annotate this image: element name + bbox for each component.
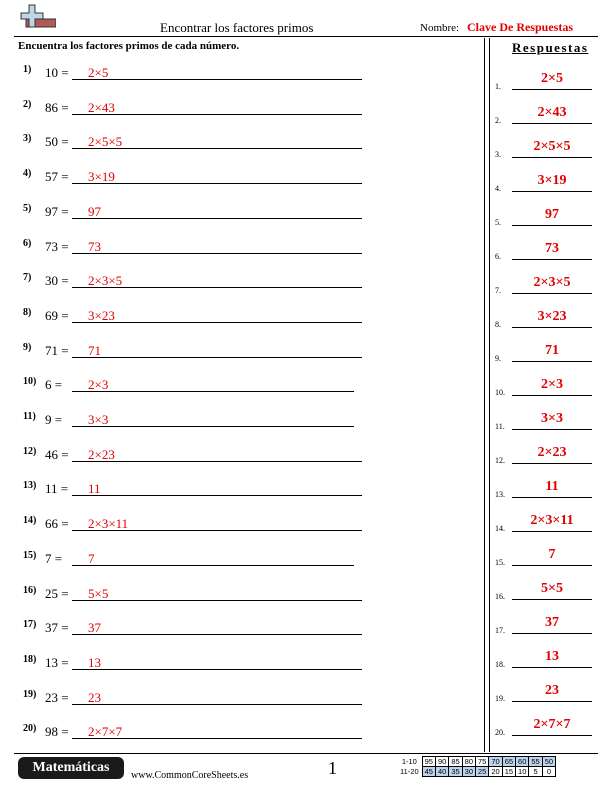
problem-row (0, 619, 480, 649)
key-line (512, 361, 592, 362)
answer-key-row (490, 377, 600, 410)
answer-key-row (490, 615, 600, 648)
problem-expression: 7 = (45, 550, 63, 566)
problem-row (0, 515, 480, 545)
problem-expression: 10 = (45, 65, 69, 80)
key-number: 2. (495, 116, 501, 125)
answer-line (72, 600, 362, 601)
plus-minus-logo-icon (18, 4, 56, 38)
score-cell: 75 (476, 757, 489, 767)
answer-line (72, 183, 362, 184)
problem-answer: 3×19 (88, 169, 115, 185)
score-cell: 20 (489, 767, 502, 777)
problem-expression: 71 = (45, 342, 69, 358)
worksheet-title: Encontrar los factores primos (160, 20, 314, 35)
problem-number: 4) (23, 168, 32, 180)
problem-number: 13) (23, 480, 37, 492)
key-number: 14. (495, 524, 505, 533)
score-cell: 5 (529, 767, 542, 777)
answer-key-row (490, 479, 600, 512)
score-cell: 85 (449, 757, 462, 767)
problem-row (0, 203, 480, 233)
problem-expression: 30 = (45, 273, 69, 289)
problem-answer: 3×3 (88, 412, 109, 427)
key-line (512, 89, 592, 90)
key-number: 9. (495, 354, 501, 363)
problem-row (0, 272, 480, 302)
answer-key-row (490, 513, 600, 546)
problem-expression: 98 = (45, 724, 69, 740)
key-answer: 73 (545, 241, 559, 256)
problem-number: 15) (23, 549, 37, 561)
score-cell: 80 (462, 757, 475, 767)
answer-line (72, 253, 362, 254)
answer-key-row (490, 445, 600, 478)
footer-divider (14, 753, 598, 754)
score-table (398, 756, 556, 777)
key-number: 19. (495, 694, 505, 703)
answer-key-row (490, 71, 600, 104)
answer-key-row (490, 309, 600, 342)
problem-number: 16) (23, 584, 37, 596)
key-answer: 2×43 (537, 105, 567, 120)
score-cell: 60 (516, 757, 529, 767)
problem-expression: 46 = (45, 446, 69, 462)
problem-number: 7) (23, 272, 32, 284)
key-line (512, 225, 592, 226)
instructions: Encuentra los factores primos de cada número. (18, 40, 240, 52)
key-line (512, 497, 592, 498)
key-number: 3. (495, 150, 501, 159)
score-cell: 15 (502, 767, 515, 777)
answer-line (72, 669, 362, 670)
problem-expression: 9 = (45, 412, 63, 427)
problem-answer: 2×23 (88, 446, 115, 462)
score-cell: 25 (476, 767, 489, 777)
problem-number: 3) (23, 133, 32, 145)
key-number: 11. (495, 422, 505, 431)
key-line (512, 531, 592, 532)
answer-key-row (490, 411, 600, 444)
answer-line (72, 114, 362, 115)
problem-expression: 13 = (45, 654, 69, 670)
key-number: 4. (495, 184, 501, 193)
problem-number: 19) (23, 688, 37, 700)
key-number: 17. (495, 626, 505, 635)
answers-heading: Respuestas (512, 40, 589, 55)
answer-line (72, 391, 354, 392)
key-answer: 37 (545, 615, 559, 630)
problem-answer: 13 (88, 654, 101, 670)
problem-number: 11) (23, 411, 36, 422)
key-line (512, 429, 592, 430)
key-number: 15. (495, 558, 505, 567)
answer-line (72, 357, 362, 358)
problem-answer: 5×5 (88, 585, 109, 601)
key-answer: 13 (545, 649, 559, 664)
subject-badge: Matemáticas (18, 757, 124, 779)
problem-row (0, 99, 480, 129)
problem-row (0, 238, 480, 268)
page-number: 1 (328, 758, 337, 778)
problem-answer: 2×3 (88, 377, 109, 393)
score-cell: 55 (529, 757, 542, 767)
problem-answer: 37 (88, 620, 101, 636)
problem-expression: 66 = (45, 516, 69, 532)
problem-answer: 3×23 (88, 307, 115, 323)
problem-answer: 2×3×11 (88, 516, 129, 532)
score-row-label: 11-20 (400, 767, 419, 776)
name-label: Nombre: (420, 22, 460, 34)
key-number: 18. (495, 660, 505, 669)
problem-row (0, 446, 480, 476)
answer-key-row (490, 173, 600, 206)
problem-row (0, 654, 480, 684)
key-answer: 2×3 (541, 377, 563, 392)
key-answer: 2×7×7 (533, 717, 571, 732)
problem-answer: 7 (88, 550, 95, 566)
answer-key-row (490, 717, 600, 750)
key-number: 7. (495, 286, 501, 295)
key-answer: 71 (545, 343, 559, 358)
key-answer: 3×19 (537, 173, 567, 188)
key-line (512, 123, 592, 124)
problem-answer: 71 (88, 342, 101, 358)
key-line (512, 259, 592, 260)
score-cell: 90 (435, 757, 448, 767)
problem-number: 1) (23, 64, 32, 75)
key-number: 16. (495, 592, 505, 601)
answer-key-row (490, 241, 600, 274)
answer-key-row (490, 683, 600, 716)
problem-answer: 2×43 (88, 99, 115, 115)
key-answer: 2×5×5 (533, 139, 571, 154)
answer-line (72, 218, 362, 219)
key-number: 12. (495, 456, 505, 465)
key-answer: 2×5 (541, 71, 563, 86)
answer-key-row (490, 139, 600, 172)
key-number: 20. (495, 728, 505, 737)
key-answer: 23 (545, 683, 559, 698)
score-cell: 40 (435, 767, 448, 777)
answer-line (72, 565, 354, 566)
key-answer: 3×23 (537, 309, 567, 324)
answer-key-row (490, 207, 600, 240)
answer-key-row (490, 649, 600, 682)
problem-row (0, 168, 480, 198)
problem-expression: 50 = (45, 134, 69, 150)
problem-number: 12) (23, 445, 37, 457)
problem-number: 18) (23, 653, 37, 665)
answer-key-row (490, 275, 600, 308)
problem-number: 6) (23, 237, 32, 249)
score-cell: 10 (516, 767, 529, 777)
score-row-label: 1-10 (401, 757, 417, 766)
header-divider (14, 36, 598, 37)
answer-line (72, 634, 362, 635)
problem-expression: 86 = (45, 99, 69, 115)
score-cell: 65 (502, 757, 515, 767)
problem-expression: 11 = (45, 481, 69, 497)
problem-answer: 2×5×5 (88, 134, 123, 150)
problem-expression: 25 = (45, 585, 69, 601)
key-line (512, 327, 592, 328)
key-number: 8. (495, 320, 501, 329)
answer-key-row (490, 547, 600, 580)
key-line (512, 157, 592, 158)
key-answer: 97 (545, 207, 559, 222)
key-answer: 2×3×11 (530, 513, 574, 528)
key-line (512, 701, 592, 702)
key-number: 5. (495, 218, 501, 227)
problem-row (0, 411, 480, 441)
problem-answer: 23 (88, 689, 101, 705)
score-cell: 70 (489, 757, 502, 767)
score-cell: 45 (422, 767, 435, 777)
problem-answer: 2×7×7 (88, 724, 123, 740)
key-line (512, 735, 592, 736)
answer-line (72, 322, 362, 323)
problem-number: 14) (23, 515, 37, 527)
score-cell: 50 (542, 757, 555, 767)
key-answer: 2×23 (537, 445, 567, 460)
problem-number: 8) (23, 306, 32, 318)
key-answer: 5×5 (541, 581, 563, 596)
score-cell: 30 (462, 767, 475, 777)
answer-key-row (490, 343, 600, 376)
problem-answer: 73 (88, 238, 101, 254)
problem-row (0, 307, 480, 337)
problem-expression: 23 = (45, 689, 69, 705)
problem-row (0, 342, 480, 372)
problem-number: 17) (23, 619, 37, 631)
site-url: www.CommonCoreSheets.es (131, 770, 249, 781)
answer-line (72, 426, 354, 427)
column-divider (484, 38, 485, 752)
problem-answer: 2×3×5 (88, 273, 123, 289)
answer-line (72, 704, 362, 705)
score-cell: 95 (422, 757, 435, 767)
key-answer: 2×3×5 (533, 275, 571, 290)
problem-row (0, 723, 480, 753)
problem-answer: 2×5 (88, 65, 109, 80)
score-cell: 35 (449, 767, 462, 777)
problem-number: 5) (23, 202, 32, 214)
problem-row (0, 64, 480, 94)
key-answer: 3×3 (541, 411, 563, 426)
problem-expression: 69 = (45, 307, 69, 323)
problem-expression: 37 = (45, 620, 69, 636)
key-line (512, 191, 592, 192)
score-row (398, 767, 556, 777)
problem-number: 2) (23, 98, 32, 110)
problem-expression: 73 = (45, 238, 69, 254)
name-value: Clave De Respuestas (467, 20, 573, 34)
key-number: 13. (495, 490, 505, 499)
key-answer: 7 (548, 547, 556, 562)
problem-number: 10) (23, 376, 37, 388)
answer-line (72, 461, 362, 462)
problem-row (0, 550, 480, 580)
problem-row (0, 480, 480, 510)
problem-expression: 57 = (45, 169, 69, 185)
key-line (512, 599, 592, 600)
key-line (512, 565, 592, 566)
key-line (512, 463, 592, 464)
problem-answer: 11 (88, 481, 101, 497)
problem-expression: 6 = (45, 377, 63, 393)
problem-expression: 97 = (45, 203, 69, 219)
problem-row (0, 133, 480, 163)
key-number: 1. (495, 82, 501, 91)
problem-number: 20) (23, 723, 37, 735)
problem-number: 9) (23, 341, 32, 353)
problem-answer: 97 (88, 203, 101, 219)
score-cell: 0 (542, 767, 555, 777)
problem-row (0, 376, 480, 406)
key-line (512, 293, 592, 294)
key-line (512, 667, 592, 668)
answer-line (72, 495, 362, 496)
answer-line (72, 79, 362, 80)
key-line (512, 395, 592, 396)
answer-key-row (490, 105, 600, 138)
key-answer: 11 (545, 479, 559, 494)
answer-key-row (490, 581, 600, 614)
key-number: 6. (495, 252, 501, 261)
score-row (398, 757, 556, 767)
key-number: 10. (495, 388, 505, 397)
key-line (512, 633, 592, 634)
problem-row (0, 689, 480, 719)
problem-row (0, 585, 480, 615)
